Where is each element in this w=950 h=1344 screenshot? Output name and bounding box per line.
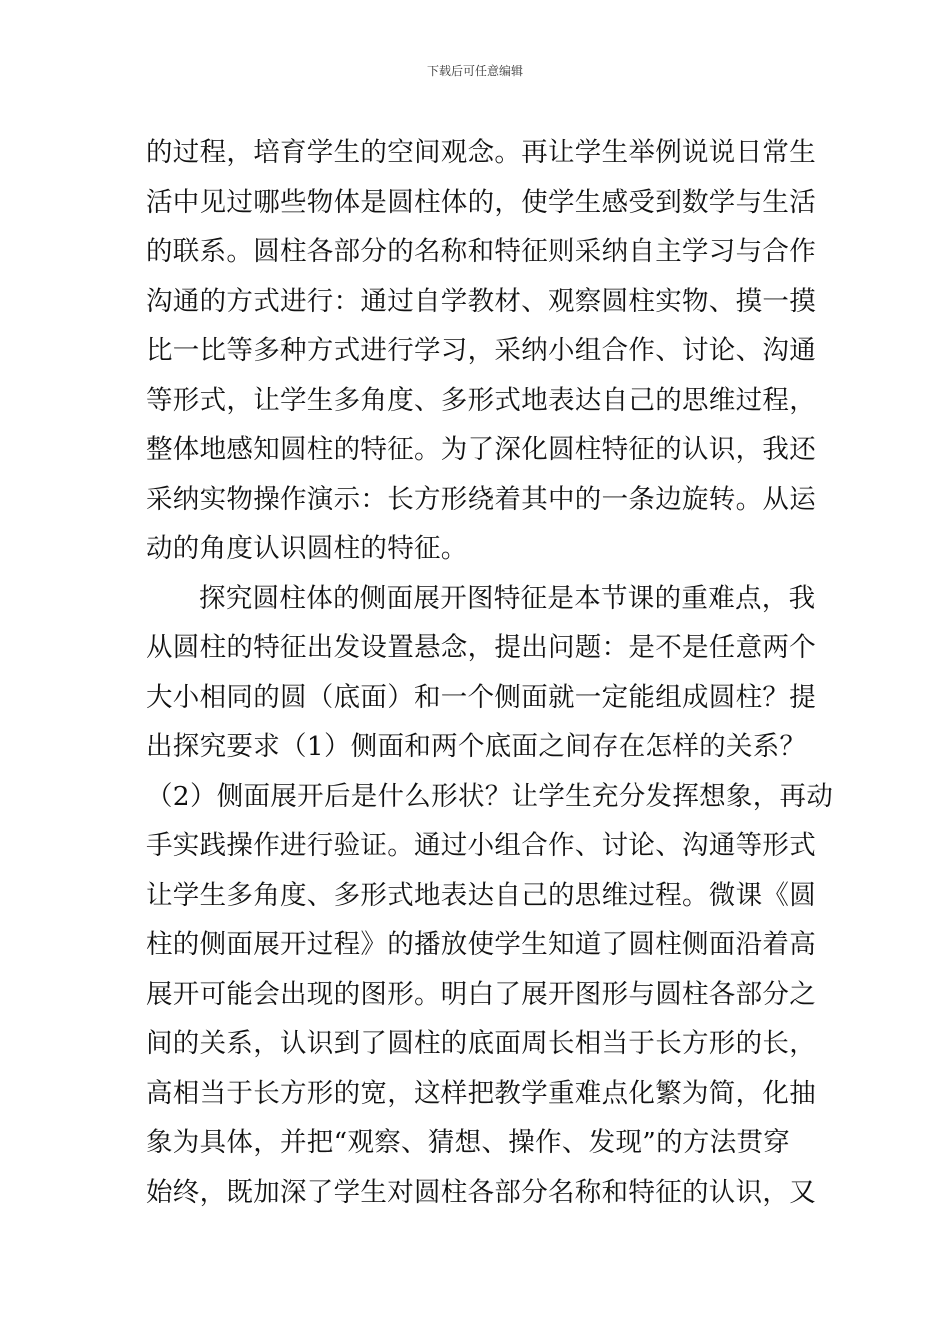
text-line: 大小相同的圆（底面）和一个侧面就一定能组成圆柱？提 — [146, 681, 816, 713]
text-line: 动的角度认识圆柱的特征。 — [146, 533, 468, 564]
page-header: 下载后可任意编辑 — [426, 64, 523, 78]
text-line: 整体地感知圆柱的特征。为了深化圆柱特征的认识，我还 — [146, 434, 816, 465]
paragraph — [146, 128, 816, 574]
text-line: 展开可能会出现的图形。明白了展开图形与圆柱各部分之 — [146, 978, 816, 1010]
text-line: 出探究要求（1）侧面和两个底面之间存在怎样的关系？ — [146, 731, 807, 762]
text-line: 等形式，让学生多角度、多形式地表达自己的思维过程， — [146, 384, 816, 416]
text-line: （2）侧面展开后是什么形状？让学生充分发挥想象，再动 — [146, 780, 834, 812]
text-line: 比一比等多种方式进行学习，采纳小组合作、讨论、沟通 — [146, 335, 816, 366]
text-line: 让学生多角度、多形式地表达自己的思维过程。微课《圆 — [146, 879, 816, 911]
text-line: 活中见过哪些物体是圆柱体的，使学生感受到数学与生活 — [146, 186, 816, 218]
text-line: 柱的侧面展开过程》的播放使学生知道了圆柱侧面沿着高 — [146, 929, 816, 960]
text-line: 手实践操作进行验证。通过小组合作、讨论、沟通等形式 — [146, 830, 816, 861]
paragraph — [146, 574, 834, 1218]
text-line: 探究圆柱体的侧面展开图特征是本节课的重难点，我 — [199, 582, 816, 614]
text-line: 沟通的方式进行：通过自学教材、观察圆柱实物、摸一摸 — [146, 285, 816, 317]
text-line: 的过程，培育学生的空间观念。再让学生举例说说日常生 — [146, 137, 816, 168]
text-line: 采纳实物操作演示：长方形绕着其中的一条边旋转。从运 — [146, 483, 816, 515]
text-line: 间的关系，认识到了圆柱的底面周长相当于长方形的长， — [146, 1028, 816, 1059]
text-line: 高相当于长方形的宽，这样把教学重难点化繁为简，化抽 — [146, 1077, 816, 1109]
text-line: 始终，既加深了学生对圆柱各部分名称和特征的认识，又 — [146, 1176, 816, 1208]
text-line: 从圆柱的特征出发设置悬念，提出问题：是不是任意两个 — [146, 632, 816, 663]
text-line: 的联系。圆柱各部分的名称和特征则采纳自主学习与合作 — [146, 236, 816, 267]
document-body — [146, 128, 834, 1217]
text-line: 象为具体，并把“观察、猜想、操作、发现”的方法贯穿 — [146, 1127, 791, 1158]
